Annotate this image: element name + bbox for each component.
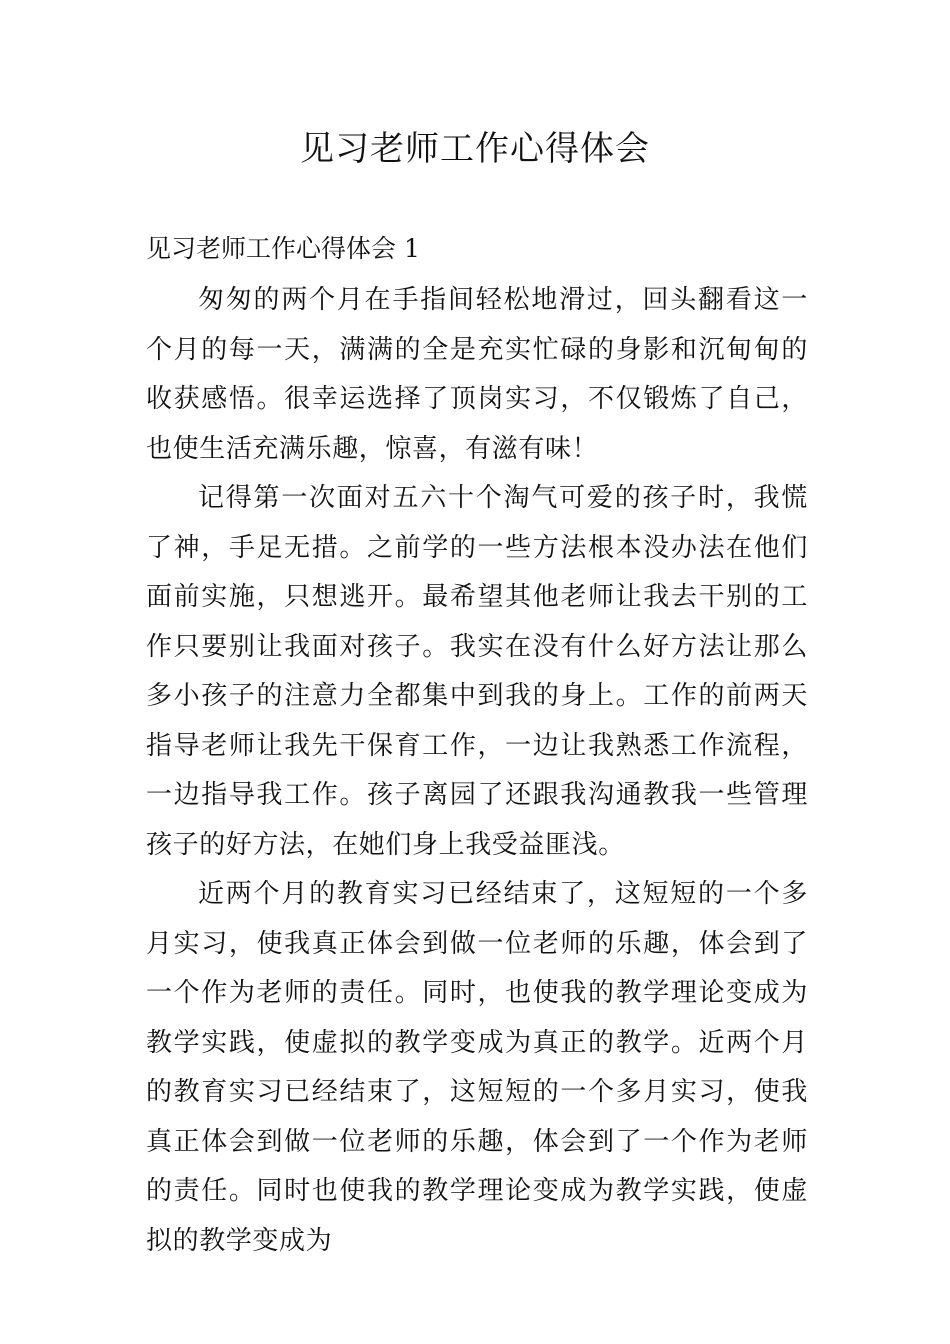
paragraph-3: 近两个月的教育实习已经结束了，这短短的一个多月实习，使我真正体会到做一位老师的乐趣，体会到了一个作为老师的责任。同时，也使我的教学理论变成为教学实践，使虚拟的教学变成为真正的教学。近两个月的教育实习已经结束了，这短短的一个多月实习，使我真正体会到做一位老师的乐趣，体会到了一个作为老师的责任。同时也使我的教学理论变成为教学实践，使虚拟的教学变成为 bbox=[146, 879, 808, 1256]
paragraph-1: 匆匆的两个月在手指间轻松地滑过，回头翻看这一个月的每一天，满满的全是充实忙碌的身影和沉甸甸的收获感悟。很幸运选择了顶岗实习，不仅锻炼了自己，也使生活充满乐趣，惊喜，有滋有味！ bbox=[146, 285, 808, 464]
document-title: 见习老师工作心得体会 bbox=[300, 129, 650, 169]
section-heading: 见习老师工作心得体会 1 bbox=[146, 234, 420, 263]
document-body bbox=[146, 276, 808, 1266]
paragraph-2: 记得第一次面对五六十个淘气可爱的孩子时，我慌了神，手足无措。之前学的一些方法根本没办法在他们面前实施，只想逃开。最希望其他老师让我去干别的工作只要别让我面对孩子。我实在没有什么好方法让那么多小孩子的注意力全都集中到我的身上。工作的前两天指导老师让我先干保育工作，一边让我熟悉工作流程，一边指导我工作。孩子离园了还跟我沟通教我一些管理孩子的好方法，在她们身上我受益匪浅。 bbox=[146, 483, 808, 860]
